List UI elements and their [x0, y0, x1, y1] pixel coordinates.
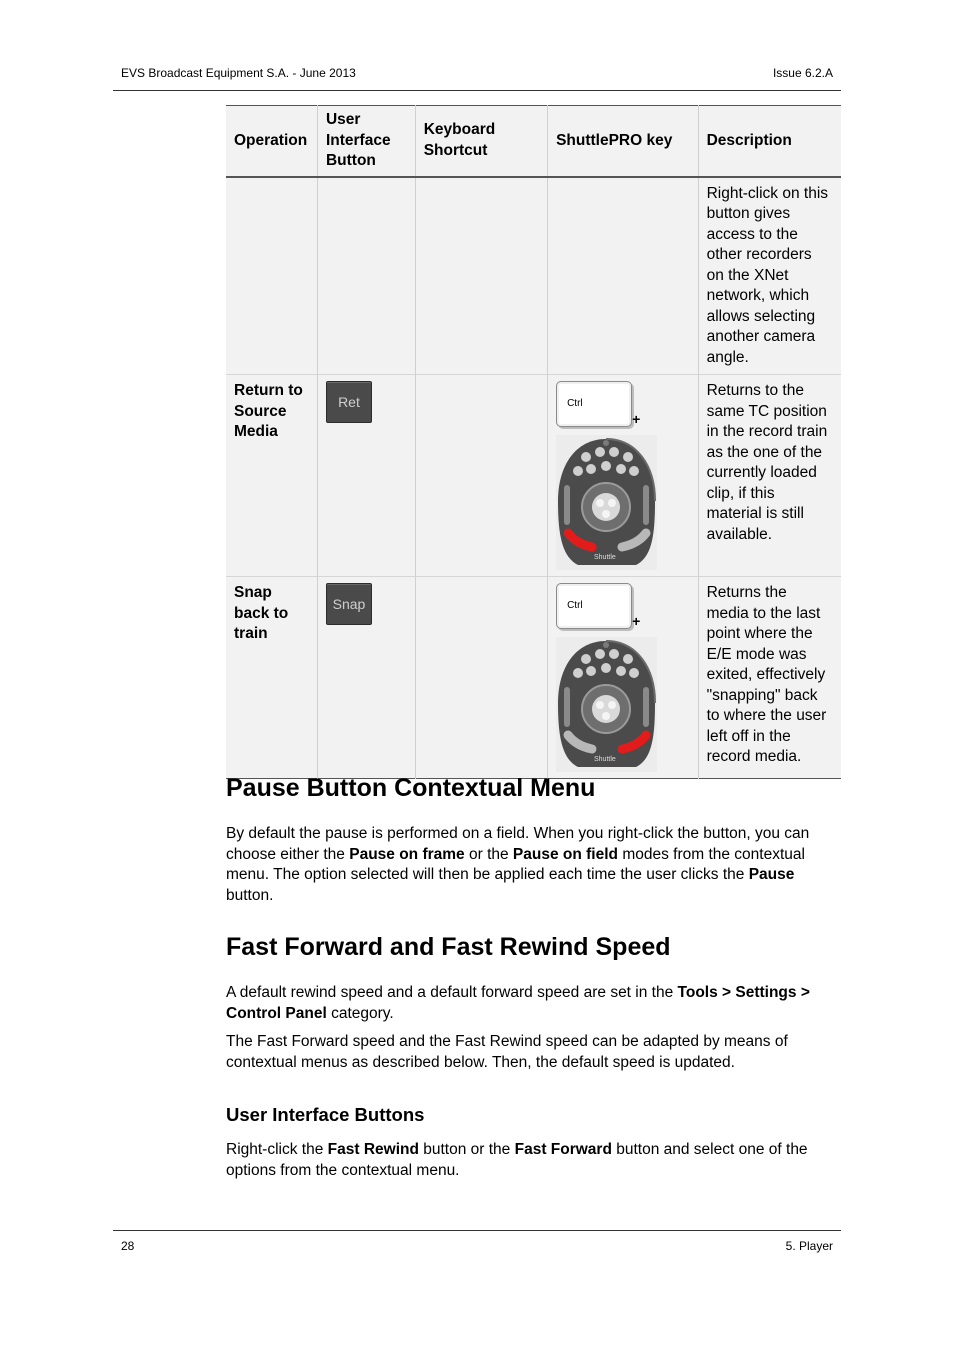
operations-table — [226, 105, 841, 779]
shuttlepro-device-icon — [556, 637, 657, 772]
chapter-name: 5. Player — [785, 1239, 833, 1253]
keyboard-shortcut-cell — [415, 577, 547, 779]
column-header-description: Description — [698, 106, 841, 177]
table-row — [226, 577, 841, 779]
header-left-text: EVS Broadcast Equipment S.A. - June 2013 — [121, 66, 356, 80]
ui-button-cell — [317, 577, 415, 779]
table-header-row — [226, 106, 841, 177]
table-row — [226, 375, 841, 577]
keyboard-shortcut-cell — [415, 375, 547, 577]
shuttlepro-key-cell — [548, 177, 699, 375]
shuttlepro-key-cell — [548, 577, 699, 779]
description-cell: Returns the media to the last point where the E/E mode was exited, effectively "snapping" back to where the user left off in the record media. — [698, 577, 841, 779]
ui-button-cell — [317, 375, 415, 577]
section-heading-speed: Fast Forward and Fast Rewind Speed — [226, 933, 671, 961]
description-cell: Right-click on this button gives access to the other recorders on the XNet network, which allows selecting another camera angle. — [698, 177, 841, 375]
pause-paragraph: By default the pause is performed on a field. When you right-click the button, you can choose either the Pause on frame or the Pause on field modes from the contextual menu. The option selected will then be applied each time the user clicks the Pause button. — [226, 825, 810, 904]
return-to-source-button[interactable]: Ret — [326, 381, 372, 423]
ctrl-key-label: Ctrl — [567, 398, 583, 409]
page-number: 28 — [121, 1239, 135, 1253]
speed-adapt-paragraph: The Fast Forward speed and the Fast Rewind speed can be adapted by means of contextual menus as described below. Then, the default speed is updated. — [226, 1033, 788, 1071]
ctrl-key-icon — [556, 381, 632, 427]
header-issue-text: Issue 6.2.A — [772, 66, 833, 80]
section-heading-pause: Pause Button Contextual Menu — [226, 774, 596, 802]
plus-sign: + — [632, 613, 641, 629]
operation-cell — [226, 177, 317, 375]
ctrl-key-icon — [556, 583, 632, 629]
snap-back-button[interactable]: Snap — [326, 583, 372, 625]
page-header — [113, 64, 841, 91]
keyboard-shortcut-cell — [415, 177, 547, 375]
column-header-ui-button: User Interface Button — [317, 106, 415, 177]
shuttlepro-device-icon — [556, 435, 657, 570]
shuttlepro-key-cell — [548, 375, 699, 577]
ui-buttons-paragraph: Right-click the Fast Rewind button or the Fast Forward button and select one of the options from the contextual menu. — [226, 1141, 808, 1179]
ctrl-key-label: Ctrl — [567, 600, 583, 611]
page-footer — [113, 1230, 841, 1253]
table-row — [226, 177, 841, 375]
description-cell: Returns to the same TC position in the record train as the one of the currently loaded clip, if this material is still available. — [698, 375, 841, 577]
speed-settings-paragraph: A default rewind speed and a default forward speed are set in the Tools > Settings > Control Panel category. — [226, 984, 810, 1022]
column-header-shuttlepro-key: ShuttlePRO key — [548, 106, 699, 177]
column-header-keyboard-shortcut: Keyboard Shortcut — [415, 106, 547, 177]
operation-cell: Snap back to train — [234, 584, 289, 642]
operation-cell: Return to Source Media — [234, 382, 303, 440]
plus-sign: + — [632, 411, 641, 427]
column-header-operation: Operation — [234, 131, 308, 149]
ui-button-cell — [317, 177, 415, 375]
subheading-ui-buttons: User Interface Buttons — [226, 1104, 425, 1125]
